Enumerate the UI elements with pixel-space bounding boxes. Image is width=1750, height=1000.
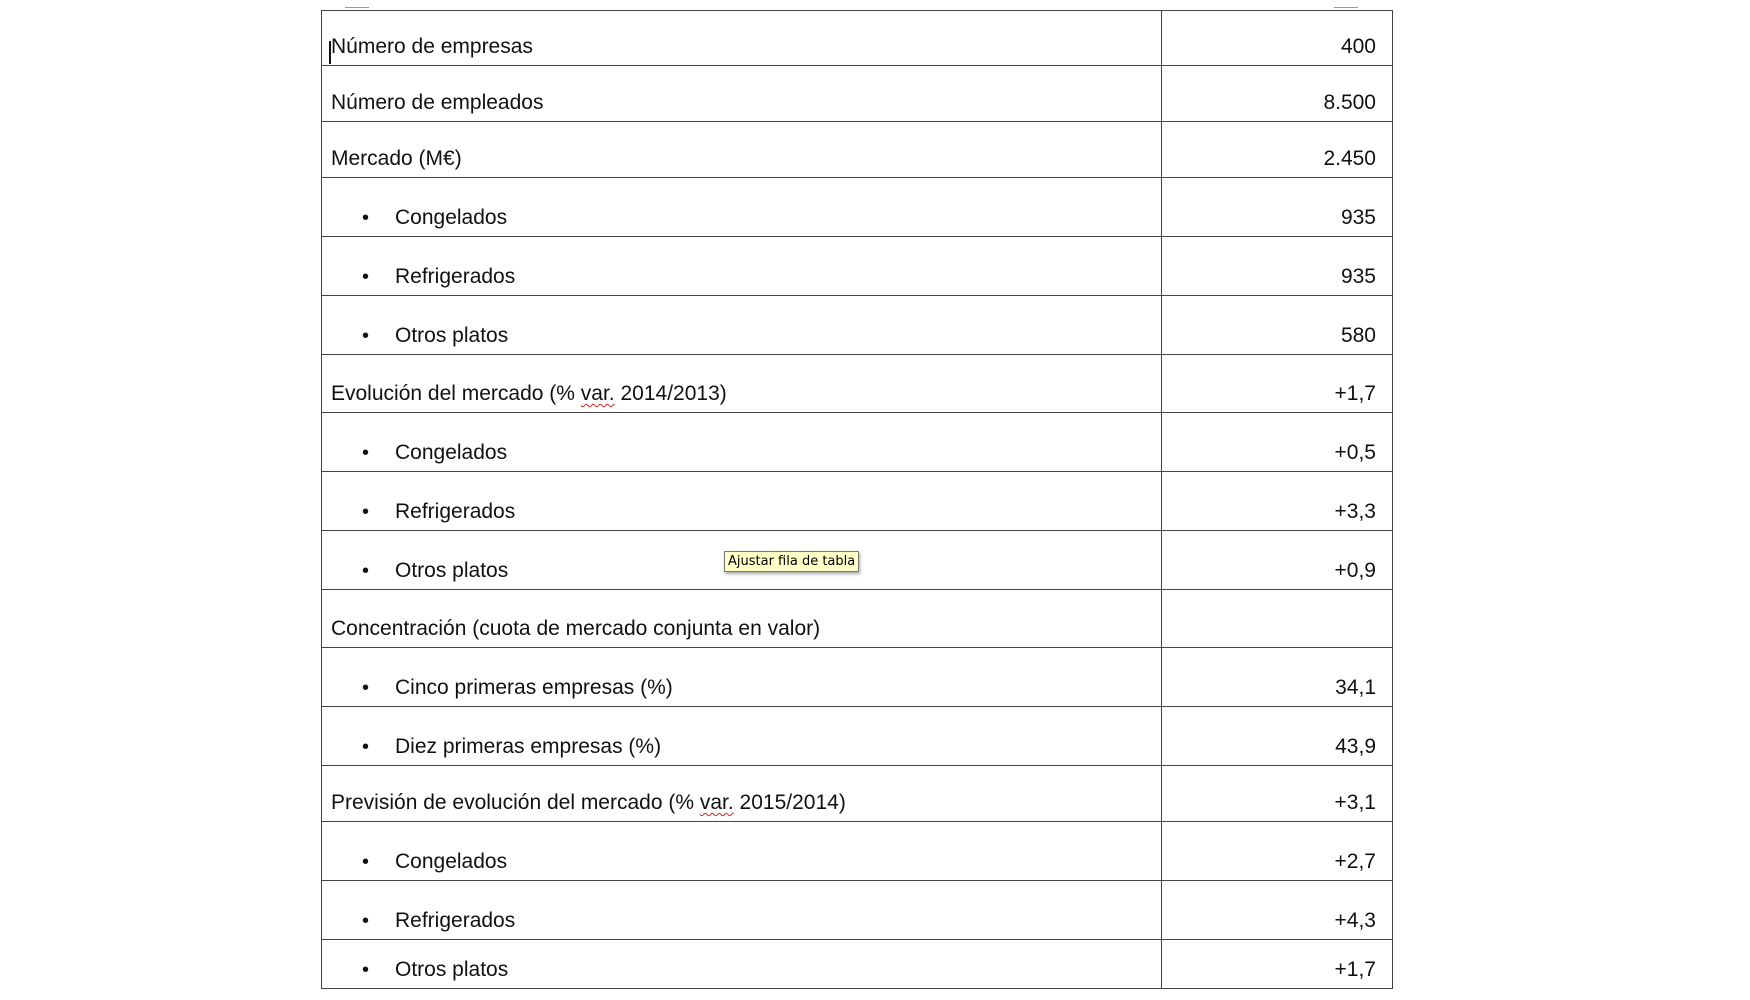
spellcheck-word[interactable]: var. [580,382,615,405]
table-row [322,11,1393,66]
table-row [322,707,1393,766]
row-label[interactable]: Número de empresas [322,11,1162,66]
bullet-mark: • [362,560,370,582]
bullet-mark: • [362,959,370,981]
row-value[interactable]: +4,3 [1162,881,1393,940]
row-label[interactable] [322,355,1162,413]
row-label-text: Diez primeras empresas (%) [395,735,662,758]
table-row [322,472,1393,531]
row-label[interactable] [322,178,1162,237]
row-label[interactable]: Mercado (M€) [322,122,1162,178]
row-label-text: 2015/2014) [733,791,846,814]
row-value[interactable]: +3,3 [1162,472,1393,531]
row-value[interactable]: 935 [1162,178,1393,237]
tooltip: Ajustar fila de tabla [724,551,859,572]
row-label-text: Otros platos [395,958,509,981]
row-value[interactable]: +0,9 [1162,531,1393,590]
row-label[interactable] [322,237,1162,296]
row-label[interactable] [322,472,1162,531]
table-row [322,296,1393,355]
row-value[interactable]: +0,5 [1162,413,1393,472]
bullet-mark: • [362,266,370,288]
table-row [322,66,1393,122]
row-label[interactable]: Número de empleados [322,66,1162,122]
row-label[interactable]: Concentración (cuota de mercado conjunta en valor) [322,590,1162,648]
table-row [322,766,1393,822]
row-label-text: 2014/2013) [614,382,727,405]
data-table [321,10,1393,989]
row-label[interactable] [322,413,1162,472]
table-row [322,237,1393,296]
bullet-mark: • [362,736,370,758]
row-value[interactable]: 43,9 [1162,707,1393,766]
bullet-mark: • [362,325,370,347]
row-value[interactable]: +1,7 [1162,355,1393,413]
table-row [322,355,1393,413]
row-value[interactable]: 2.450 [1162,122,1393,178]
row-label[interactable] [322,296,1162,355]
row-value[interactable] [1162,590,1393,648]
spellcheck-word[interactable]: var. [699,791,734,814]
row-label-text: Cinco primeras empresas (%) [395,676,673,699]
table-row [322,590,1393,648]
row-label-text: Evolución del mercado (% [331,382,581,405]
bullet-mark: • [362,851,370,873]
table-row [322,940,1393,989]
bullet-mark: • [362,677,370,699]
row-label-text: Refrigerados [395,500,516,523]
row-label-text: Refrigerados [395,909,516,932]
text-cursor [329,41,331,64]
bullet-mark: • [362,501,370,523]
table-row [322,122,1393,178]
row-label[interactable] [322,707,1162,766]
row-label[interactable] [322,881,1162,940]
row-label-text: Congelados [395,441,508,464]
row-value[interactable]: 34,1 [1162,648,1393,707]
row-label-text: Refrigerados [395,265,516,288]
row-value[interactable]: 8.500 [1162,66,1393,122]
row-value[interactable]: 935 [1162,237,1393,296]
row-value[interactable]: +2,7 [1162,822,1393,881]
bullet-mark: • [362,442,370,464]
row-value[interactable]: 580 [1162,296,1393,355]
row-label-text: Previsión de evolución del mercado (% [331,791,700,814]
row-label[interactable] [322,766,1162,822]
table-row [322,648,1393,707]
table-row [322,178,1393,237]
bullet-mark: • [362,910,370,932]
table-row [322,881,1393,940]
table-row [322,413,1393,472]
row-label-text: Otros platos [395,559,509,582]
row-label-text: Otros platos [395,324,509,347]
row-value[interactable]: +1,7 [1162,940,1393,989]
row-label-text: Congelados [395,206,508,229]
bullet-mark: • [362,207,370,229]
table-row [322,822,1393,881]
row-value[interactable]: +3,1 [1162,766,1393,822]
row-label-text: Congelados [395,850,508,873]
row-label[interactable] [322,648,1162,707]
row-label[interactable] [322,940,1162,989]
row-value[interactable]: 400 [1162,11,1393,66]
ruler-tick-right [1334,7,1358,8]
row-label[interactable] [322,822,1162,881]
ruler-tick-left [345,7,369,8]
